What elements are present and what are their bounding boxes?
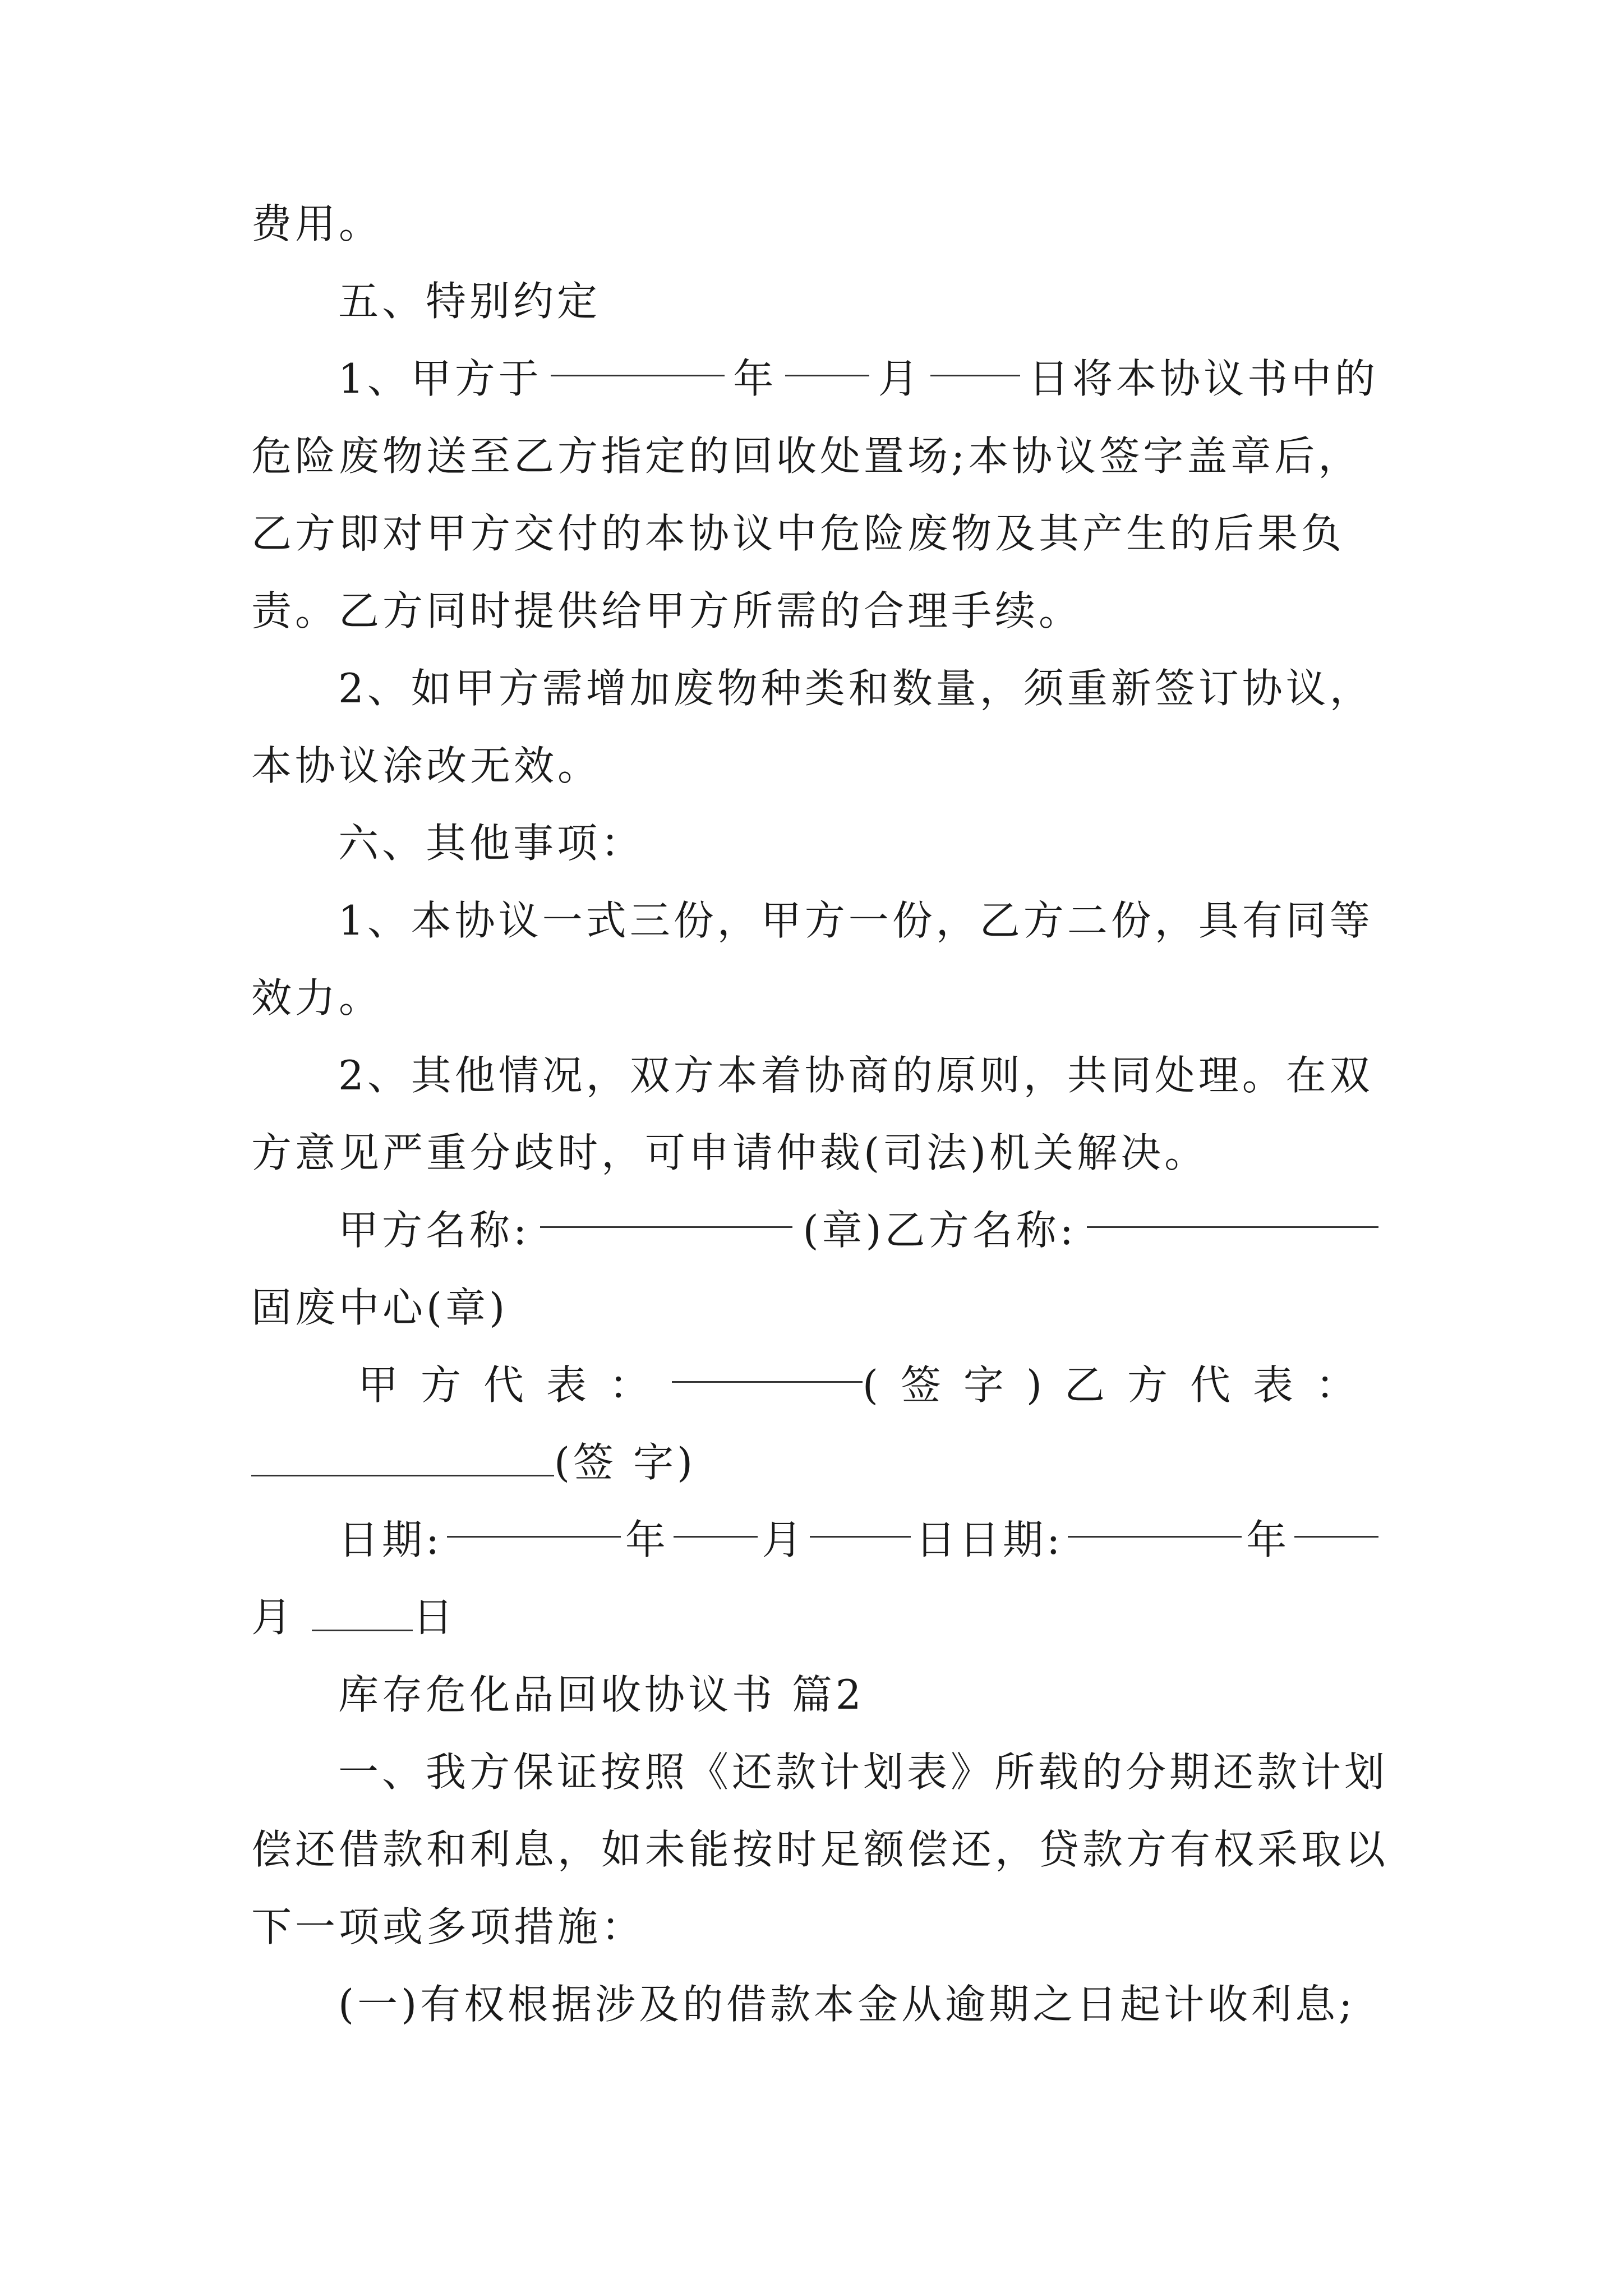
text-line: 一、我方保证按照《还款计划表》所载的分期还款计划 [338,1749,1389,1796]
text-fragment: 年 [625,1516,669,1563]
text-line: 偿还借款和利息，如未能按时足额偿还，贷款方有权采取以 [251,1826,1389,1873]
text-fragment: 月 [762,1516,806,1563]
text-fragment: 年 [1246,1516,1290,1563]
text-line: 方意见严重分歧时，可申请仲裁(司法)机关解决。 [251,1129,1209,1176]
section-title: 库存危化品回收协议书 篇2 [338,1671,865,1718]
text-line: 效力。 [251,974,383,1022]
date-blank-day [312,1595,413,1631]
text-line: 2、其他情况，双方本着协商的原则，共同处理。在双 [338,1052,1373,1099]
text-line: 费用。 [251,200,383,247]
party-b-signature-blank [251,1440,554,1476]
text-line: 固废中心(章) [251,1284,509,1331]
text-line [251,340,1378,417]
date-blank-year [447,1501,621,1538]
date-blank-month [1294,1501,1378,1538]
date-blank-month [674,1501,758,1538]
text-fragment: 年 [733,355,777,402]
representative-line [251,1346,1378,1424]
date-blank-year [551,340,725,376]
party-a-name-blank [540,1191,792,1228]
party-name-line [251,1191,1378,1269]
text-fragment: 日日期: [915,1516,1064,1563]
text-fragment: (签字)乙方代表： [862,1361,1378,1409]
text-fragment: 日期: [338,1516,443,1563]
document-page [251,185,1389,2043]
text-fragment: 日 [413,1594,457,1641]
signature-line [251,1424,1378,1501]
text-fragment: (签 字) [554,1439,697,1486]
text-line: 责。乙方同时提供给甲方所需的合理手续。 [251,587,1083,634]
section-heading: 六、其他事项： [338,820,645,867]
text-fragment: 甲方代表： [358,1361,672,1409]
section-heading: 五、特别约定 [338,278,601,325]
date-blank-day [810,1501,911,1538]
text-line: 下一项或多项措施： [251,1903,645,1950]
text-line: 危险废物送至乙方指定的回收处置场;本协议签字盖章后， [251,432,1362,480]
text-fragment: 日将本协议书中的 [1028,355,1378,402]
date-blank-day [930,340,1020,376]
text-line: 1、本协议一式三份，甲方一份，乙方二份，具有同等 [338,897,1373,944]
text-fragment: (章)乙方名称: [803,1207,1077,1254]
date-blank-year [1068,1501,1242,1538]
text-fragment: 甲方名称: [338,1207,531,1254]
date-line [251,1579,1378,1656]
text-line: 本协议涂改无效。 [251,742,602,789]
party-a-signature-blank [672,1346,863,1383]
date-line [251,1501,1378,1579]
party-b-name-blank [1087,1191,1378,1228]
text-fragment: 月 [878,355,922,402]
text-fragment: 月 [251,1594,296,1641]
text-fragment: 1、甲方于 [338,355,542,402]
text-line: 乙方即对甲方交付的本协议中危险废物及其产生的后果负 [251,510,1345,557]
date-blank-month [785,340,869,376]
text-line: (一)有权根据涉及的借款本金从逾期之日起计收利息; [338,1981,1356,2028]
text-line: 2、如甲方需增加废物种类和数量，须重新签订协议， [338,665,1373,712]
